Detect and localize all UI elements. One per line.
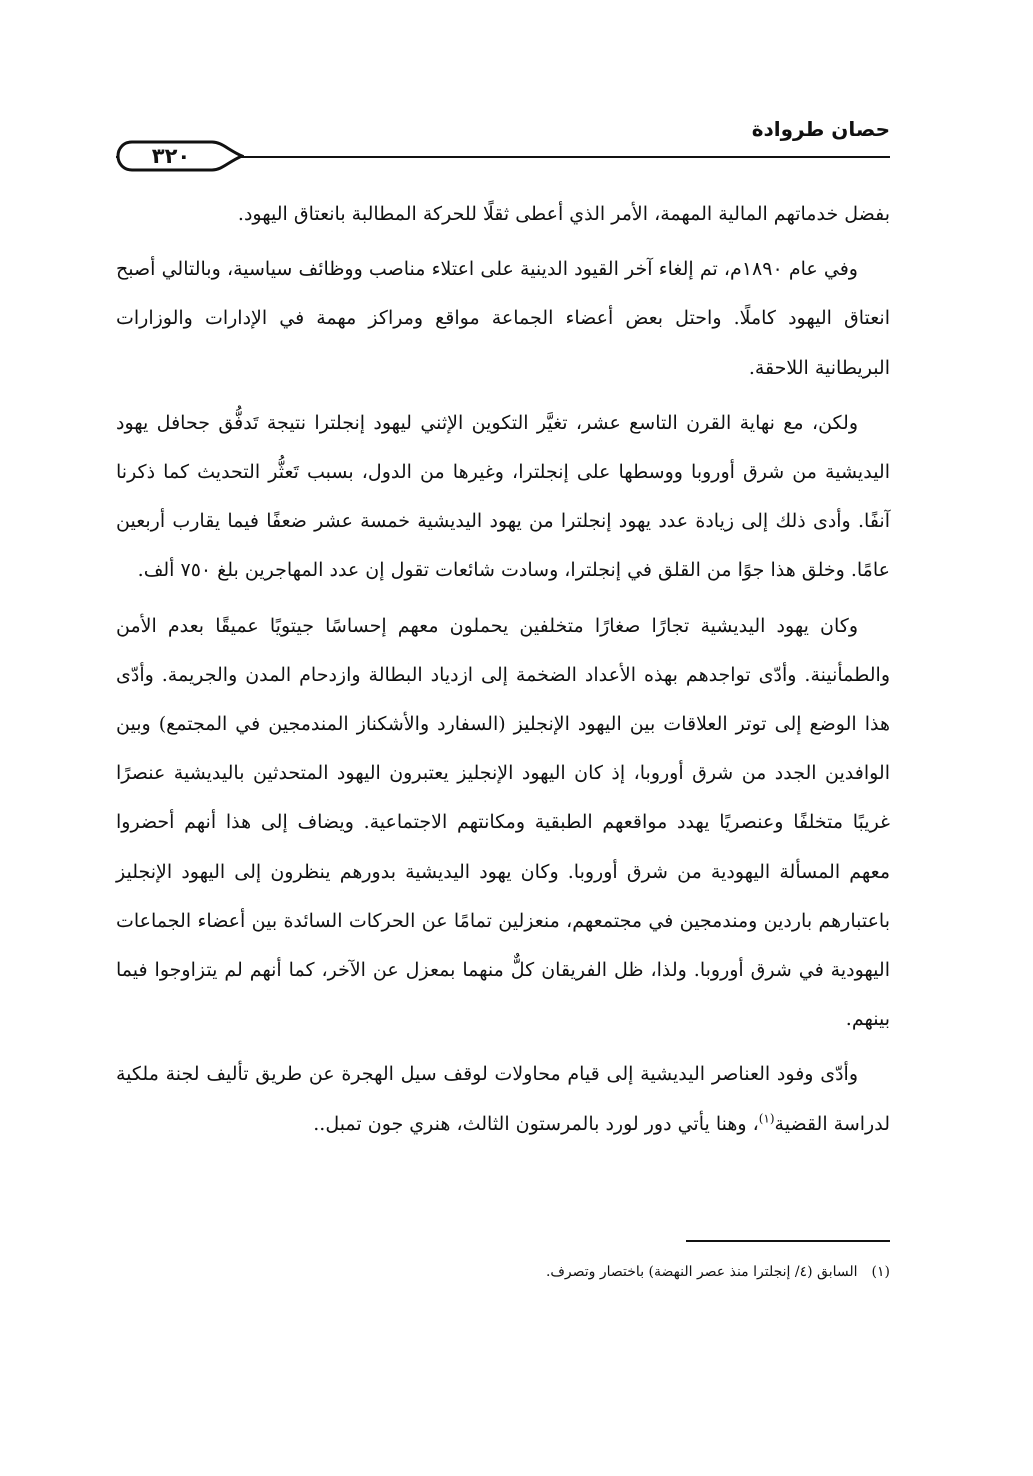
footnote-reference[interactable]: (١) <box>758 1111 775 1126</box>
paragraph-text: وأدّى وفود العناصر اليديشية إلى قيام محاولات لوقف سيل الهجرة عن طريق تأليف لجنة ملكية لدراسة القضية <box>116 1063 890 1135</box>
page-header <box>116 112 890 172</box>
paragraph-text: وفي عام ١٨٩٠م، تم إلغاء آخر القيود الدينية على اعتلاء مناصب ووظائف سياسية، وبالتالي أصبح انعتاق اليهود كاملًا. واحتل بعض أعضاء الجماعة مواقع ومراكز مهمة في الإدارات والوزارات البريطانية اللاحقة. <box>116 258 890 379</box>
footnote-mark: (١) <box>871 1264 890 1280</box>
paragraph <box>116 1050 890 1148</box>
paragraph <box>116 399 890 596</box>
paragraph-text: ولكن، مع نهاية القرن التاسع عشر، تغيَّر التكوين الإثني ليهود إنجلترا نتيجة تَدفُّق جحافل يهود اليديشية من شرق أوروبا ووسطها على إنجلترا، وغيرها من الدول، بسبب تَعثُّر التحديث كما ذكرنا آنفًا. وأدى ذلك إلى زيادة عدد يهود إنجلترا من يهود اليديشية خمسة عشر ضعفًا فيما يقارب أربعين عامًا. وخلق هذا جوًا من القلق في إنجلترا، وسادت شائعات تقول إن عدد المهاجرين بلغ ٧٥٠ ألف. <box>116 411 890 582</box>
main-text <box>116 190 890 1149</box>
running-title: حصان طروادة <box>751 117 890 141</box>
paragraph <box>116 190 890 239</box>
paragraph-text-continued: ، وهنا يأتي دور لورد بالمرستون الثالث، هنري جون تمبل.. <box>313 1112 759 1135</box>
paragraph-text: بفضل خدماتهم المالية المهمة، الأمر الذي أعطى ثقلًا للحركة المطالبة بانعتاق اليهود. <box>237 203 890 225</box>
paragraph <box>116 602 890 1045</box>
footnote-text: السابق (٤/ إنجلترا منذ عصر النهضة) باختصار وتصرف. <box>545 1264 858 1280</box>
footnote <box>116 1258 890 1286</box>
footnote-separator <box>686 1240 890 1242</box>
page-number: ٣٢٠ <box>151 144 191 168</box>
footnotes <box>116 1258 890 1286</box>
page-number-badge <box>116 140 244 172</box>
paragraph-text: وكان يهود اليديشية تجارًا صغارًا متخلفين يحملون معهم إحساسًا جيتويًا عميقًا بعدم الأمن والطمأنينة. وأدّى تواجدهم بهذه الأعداد الضخمة إلى ازدياد البطالة وازدحام المدن والجريمة. وأدّى هذا الوضع إلى توتر العلاقات بين اليهود الإنجليز (السفارد والأشكناز المندمجين في المجتمع) وبين الوافدين الجدد من شرق أوروبا، إذ كان اليهود الإنجليز يعتبرون اليهود المتحدثين باليديشية عنصرًا غريبًا متخلفًا وعنصريًا يهدد مواقعهم الطبقية ومكانتهم الاجتماعية. ويضاف إلى هذا أنهم أحضروا معهم المسألة اليهودية من شرق أوروبا. وكان يهود اليديشية بدورهم ينظرون إلى اليهود الإنجليز باعتبارهم باردين ومندمجين في مجتمعهم، منعزلين تمامًا عن الحركات السائدة بين أعضاء الجماعات اليهودية في شرق أوروبا. ولذا، ظل الفريقان كلٌّ منهما بمعزل عن الآخر، كما أنهم لم يتزاوجوا فيما بينهم. <box>116 614 890 1031</box>
paragraph <box>116 245 890 393</box>
